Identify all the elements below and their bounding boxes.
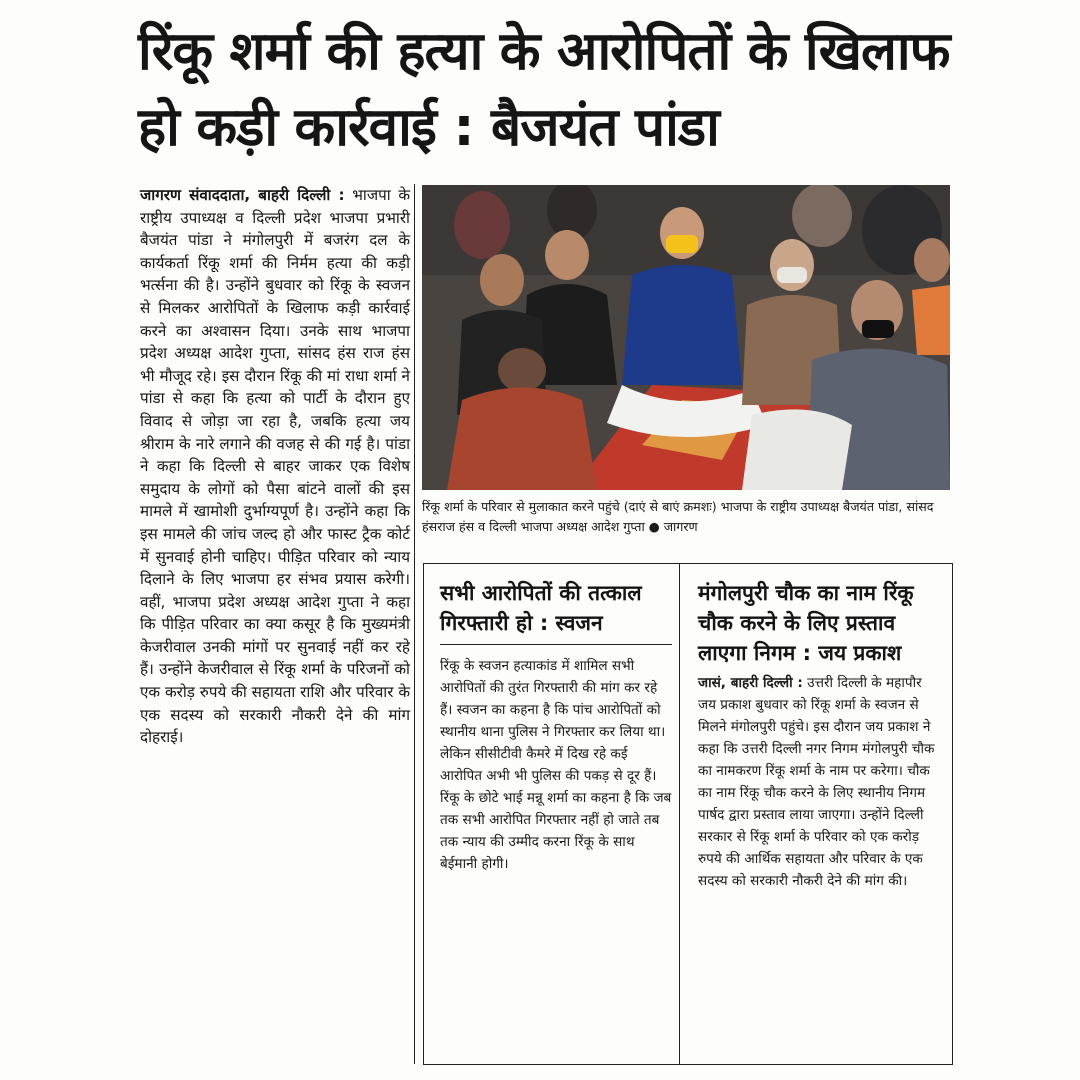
lead-dateline: जागरण संवाददाता, बाहरी दिल्ली : — [140, 186, 345, 204]
box1-heading: सभी आरोपितों की तत्काल गिरफ्तारी हो : स्वजन — [440, 581, 642, 635]
news-photo — [422, 185, 950, 490]
lead-body: भाजपा के राष्ट्रीय उपाध्यक्ष व दिल्ली प्रदेश भाजपा प्रभारी बैजयंत पांडा ने मंगोलपुरी में बजरंग दल के कार्यकर्ता रिंकू शर्मा की निर्मम हत्या की कड़ी भर्त्सना की है। उन्होंने बुधवार को रिंकू के स्वजन से मिलकर आरोपितों के खिलाफ कड़ी कार्रवाई करने का अश्वासन दिया। उनके साथ भाजपा प्रदेश अध्यक्ष आदेश गुप्ता, सांसद हंस राज हंस भी मौजूद रहे। इस दौरान रिंकू की मां राधा शर्मा ने पांडा से कहा कि हत्या को पार्टी के दौरान हुए विवाद से जोड़ा जा रहा है, जबकि हत्या जय श्रीराम के नारे लगाने की वजह से की गई है। पांडा ने कहा कि दिल्ली से बाहर जाकर एक विशेष समुदाय के लोगों को पैसा बांटने वालों की इस मामले में खामोशी दुर्भाग्यपूर्ण है। उन्होंने कहा कि इस मामले की जांच जल्द हो और फास्ट ट्रैक कोर्ट में सुनवाई होनी चाहिए। पीड़ित परिवार को न्याय दिलाने के लिए भाजपा हर संभव प्रयास करेगी। वहीं, भाजपा प्रदेश अध्यक्ष आदेश गुप्ता ने कहा कि पीड़ित परिवार का क्या कसूर है कि मुख्यमंत्री केजरीवाल उनकी मांगों पर सुनवाई नहीं कर रहे हैं। उन्होंने केजरीवाल से रिंकू शर्मा के परिजनों को एक करोड़ रुपये की सहायता राशि और परिवार के एक सदस्य को सरकारी नौकरी देने की मांग दोहराई। — [140, 186, 410, 747]
sidebar-box-mayor — [679, 563, 953, 1065]
box2-body: उत्तरी दिल्ली के महापौर जय प्रकाश बुधवार को रिंकू शर्मा के स्वजन से मिलने मंगोलपुरी पहुंचे। इस दौरान जय प्रकाश ने कहा कि उत्तरी दिल्ली नगर निगम मंगोलपुरी चौक का नामकरण रिंकू शर्मा के नाम पर करेगा। चौक का नाम रिंकू चौक करने के लिए स्थानीय निगम पार्षद द्वारा प्रस्ताव लाया जाएगा। उन्होंने दिल्ली सरकार से रिंकू शर्मा के परिवार को एक करोड़ रुपये की आर्थिक सहायता और परिवार के एक सदस्य को सरकारी नौकरी देने की मांग की। — [698, 675, 935, 889]
photo-illustration — [422, 185, 950, 490]
box2-dateline: जासं, बाहरी दिल्ली : — [698, 675, 803, 691]
box1-body: रिंकू के स्वजन हत्याकांड में शामिल सभी आरोपितों की तुरंत गिरफ्तारी की मांग कर रहे हैं। स्वजन का कहना है कि पांच आरोपितों को स्थानीय थाना पुलिस ने गिरफ्तार कर लिया था। लेकिन सीसीटीवी कैमरे में दिख रहे कई आरोपित अभी भी पुलिस की पकड़ से दूर हैं। रिंकू के छोटे भाई मन्नू शर्मा का कहना है कि जब तक सभी आरोपित गिरफ्तार नहीं हो जाते तब तक न्याय की उम्मीद करना रिंकू के साथ बेईमानी होगी। — [440, 658, 672, 872]
headline: रिंकू शर्मा की हत्या के आरोपितों के खिलाफ हो कड़ी कार्रवाई : बैजयंत पांडा — [138, 21, 950, 158]
sidebar-box-family — [423, 563, 680, 1065]
box2-heading: मंगोलपुरी चौक का नाम रिंकू चौक करने के लिए प्रस्ताव लाएगा निगम : जय प्रकाश — [698, 581, 914, 665]
photo-caption: रिंकू शर्मा के परिवार से मुलाकात करने पहुंचे (दाएं से बाएं क्रमशः) भाजपा के राष्ट्रीय उपाध्यक्ष बैजयंत पांडा, सांसद हंसराज हंस व दिल्ली भाजपा अध्यक्ष आदेश गुप्ता ● जागरण — [422, 499, 934, 534]
box2-body-wrap — [698, 672, 942, 892]
column-divider — [414, 184, 415, 1064]
lead-article — [140, 184, 410, 749]
box1-rule — [440, 644, 672, 645]
